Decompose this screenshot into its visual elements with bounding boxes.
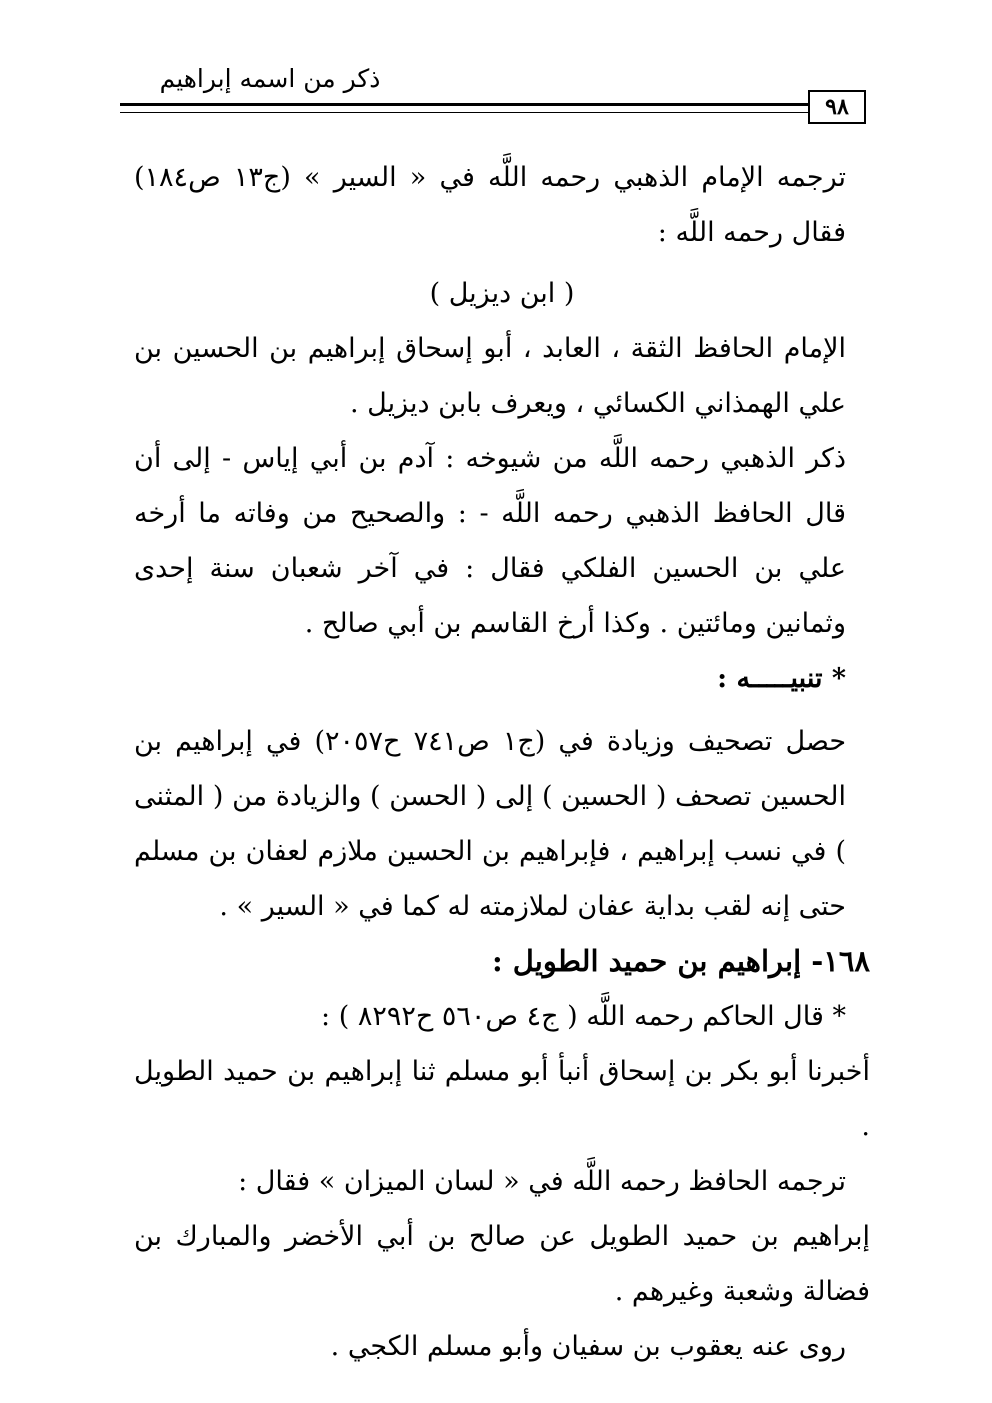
entry-title: ١٦٨- إبراهيم بن حميد الطويل : [492,944,870,978]
paragraph-isnad: أخبرنا أبو بكر بن إسحاق أنبأ أبو مسلم ثنا إبراهيم بن حميد الطويل . [134,1056,870,1142]
paragraph-lisan-citation: ترجمه الحافظ رحمه اللَّه في « لسان الميزان » فقال : [238,1166,846,1197]
paragraph-students: روى عنه يعقوب بن سفيان وأبو مسلم الكجي . [330,1331,846,1362]
paragraph-death-date: ذكر الذهبي رحمه اللَّه من شيوخه : آدم بن أبي إياس - إلى أن قال الحافظ الذهبي رحمه اللَّه - : والصحيح من وفاته ما أرخه علي بن الحسين الفلكي فقال : في آخر شعبان سنة إحدى وثمانين ومائتين . وكذا أرخ القاسم بن أبي صالح . [134,443,846,639]
note-label: * تنبيـــــه : [717,663,846,694]
paragraph-hakim-citation: * قال الحاكم رحمه اللَّه ( ج٤ ص٥٦٠ ح٨٢٩٢ ) : [321,1001,846,1032]
page-body [134,150,870,1374]
running-title: ذكر من اسمه إبراهيم [159,64,381,93]
paragraph-intro: ترجمه الإمام الذهبي رحمه اللَّه في « السير » (ج١٣ ص١٨٤) فقال رحمه اللَّه : [134,162,846,248]
header-rule [120,103,810,106]
paragraph-correction-note: حصل تصحيف وزيادة في (ج١ ص٧٤١ ح٢٠٥٧) في إبراهيم بن الحسين تصحف ( الحسين ) إلى ( الحسن ) والزيادة من ( المثنى ) في نسب إبراهيم ، فإبراهيم بن الحسين ملازم لعفان بن مسلم حتى إنه لقب بداية عفان لملازمته له كما في « السير » . [134,726,847,922]
page-number: ٩٨ [808,90,866,124]
paragraph-teachers: إبراهيم بن حميد الطويل عن صالح بن أبي الأخضر والمبارك بن فضالة وشعبة وغيرهم . [134,1221,870,1307]
paragraph-biography: الإمام الحافظ الثقة ، العابد ، أبو إسحاق إبراهيم بن الحسين بن علي الهمذاني الكسائي ، ويعرف بابن ديزيل . [134,333,846,419]
header-rule-thin [120,112,810,113]
subheading-ibn-dizil: ( ابن ديزيل ) [429,278,575,309]
